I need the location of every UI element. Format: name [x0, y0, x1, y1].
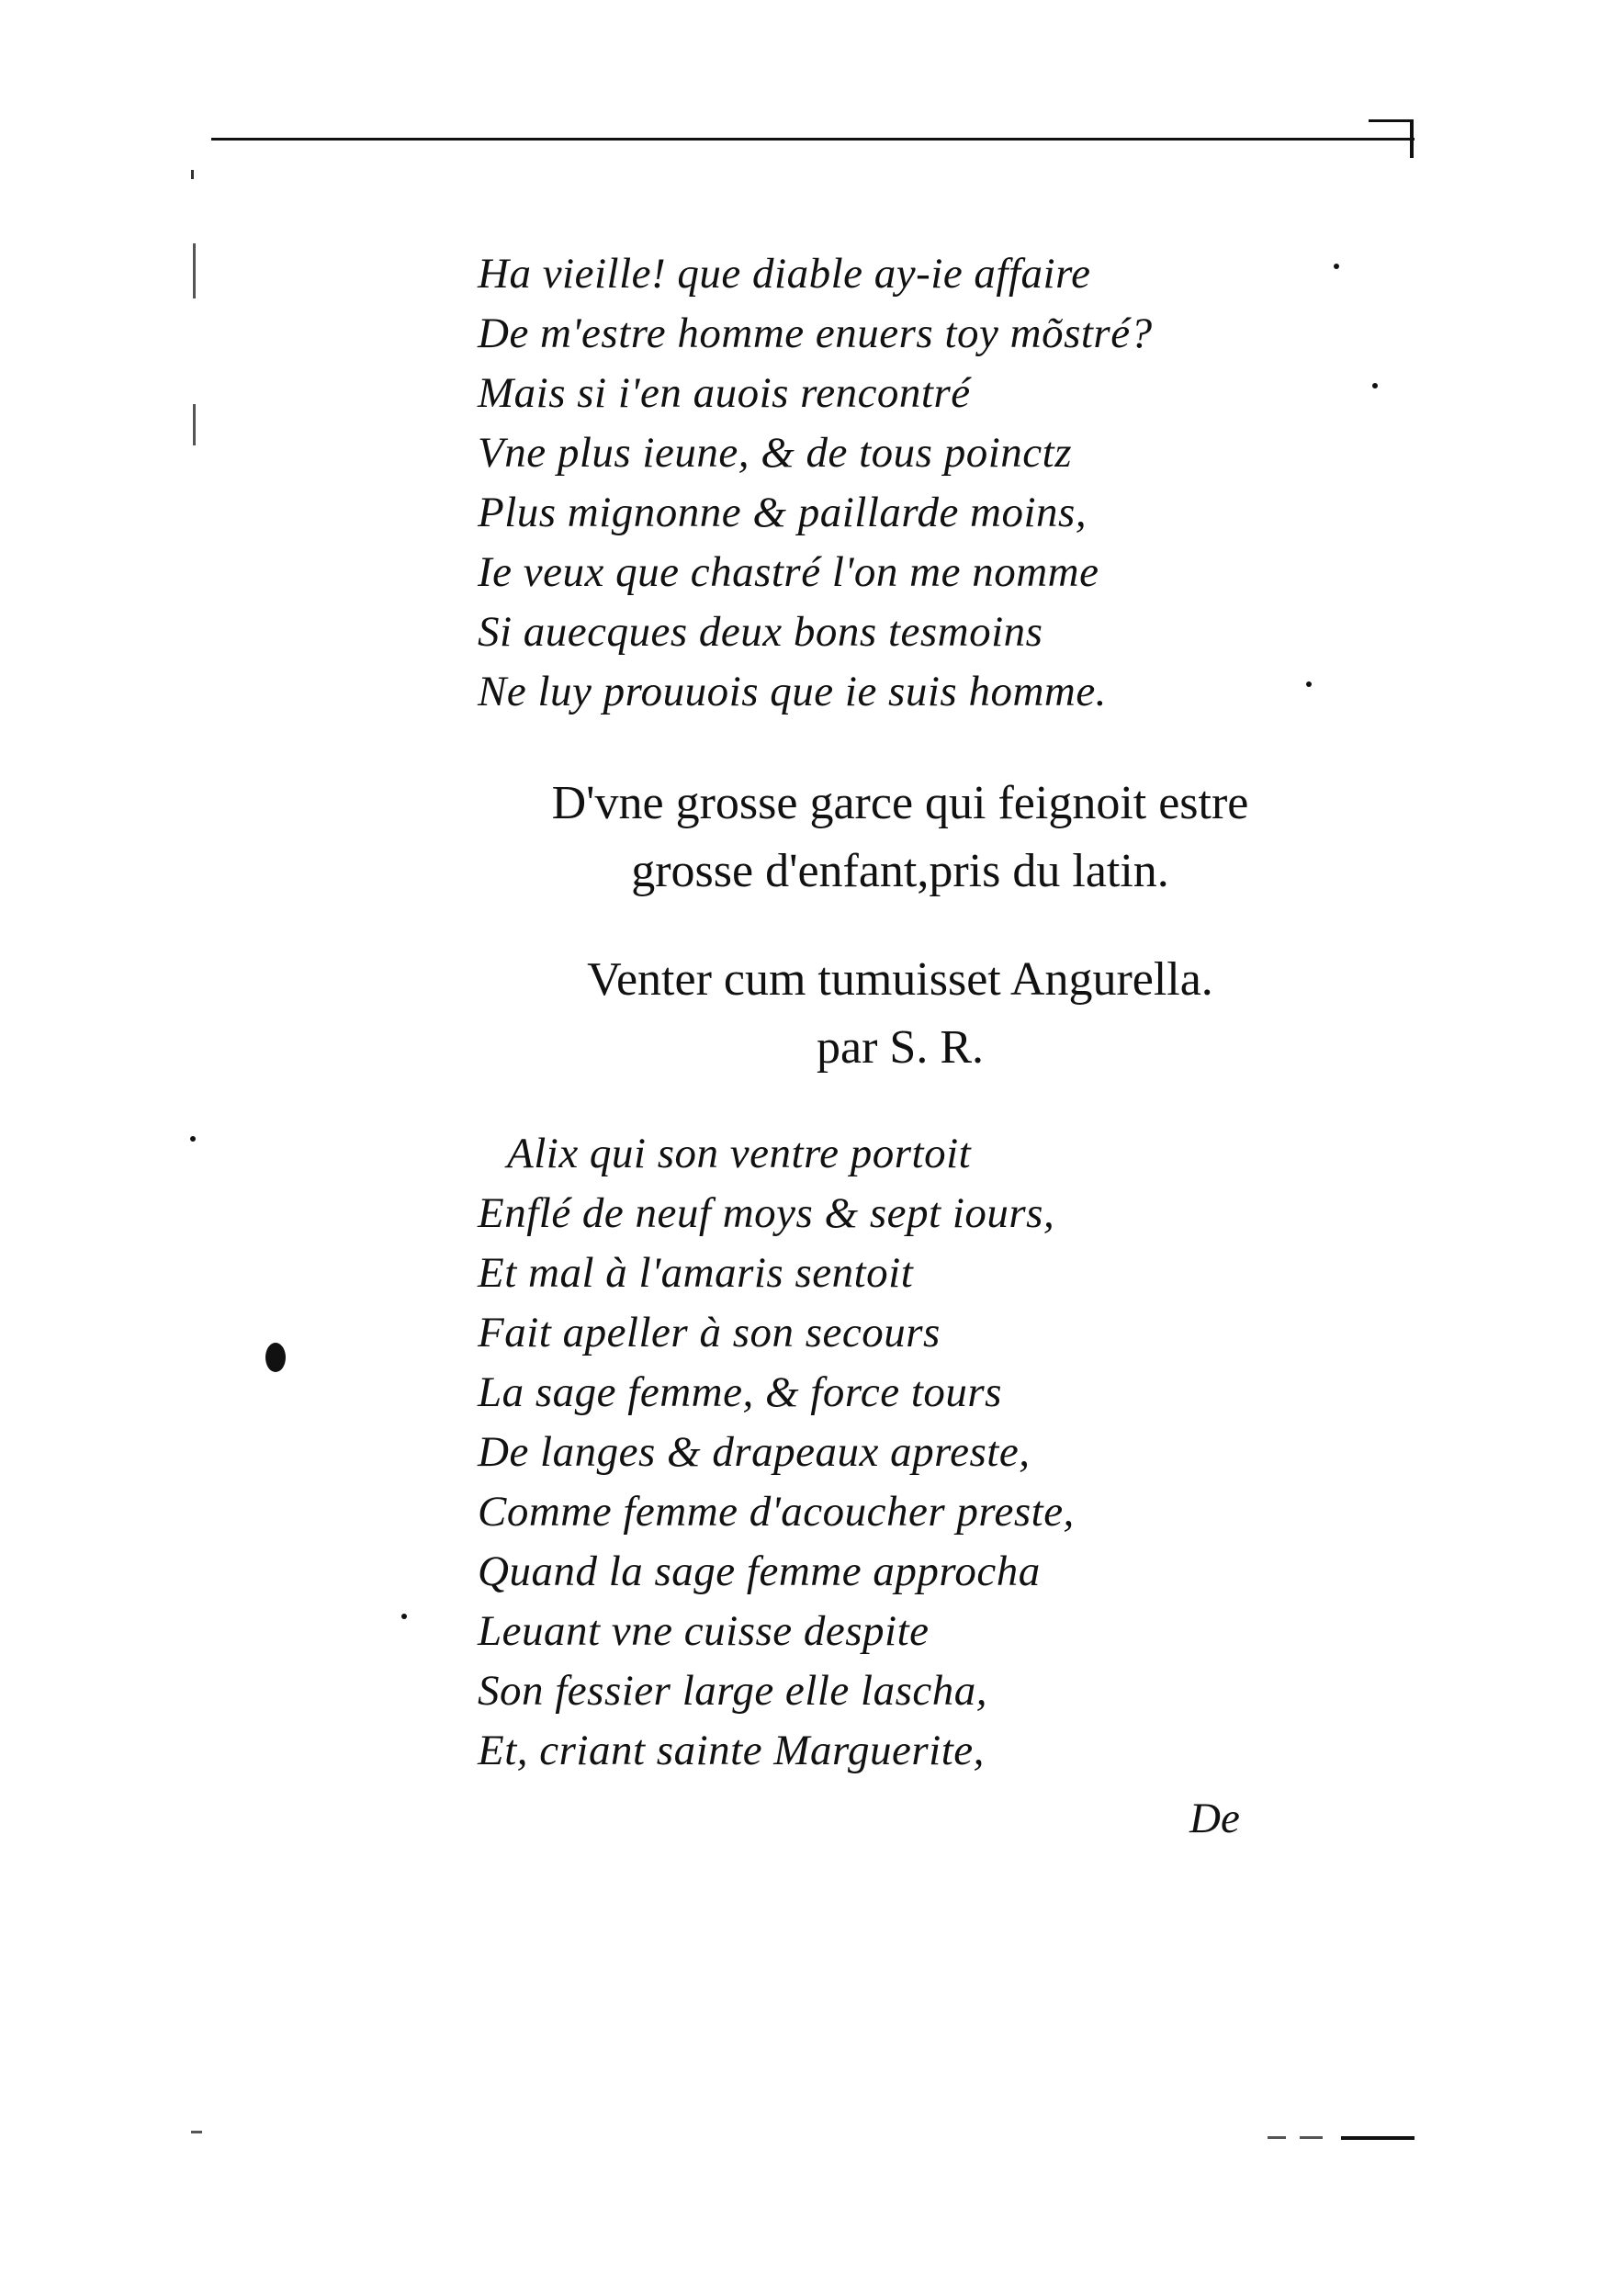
speck: [190, 1136, 196, 1142]
verse-line: Ie veux que chastré l'on me nomme: [478, 548, 1099, 596]
verse-line: De langes & drapeaux apreste,: [478, 1428, 1031, 1476]
verse-line: Ha vieille! que diable ay-ie affaire: [478, 250, 1091, 298]
ink-blot: [265, 1343, 286, 1372]
speck: [1334, 264, 1339, 269]
verse-line: Et mal à l'amaris sentoit: [478, 1249, 914, 1297]
margin-mark: [191, 2131, 202, 2133]
verse-line: Ne luy prouuois que ie suis homme.: [478, 668, 1107, 715]
speck: [401, 1614, 407, 1619]
catchword: De: [1189, 1795, 1240, 1842]
verse-line: La sage femme, & force tours: [478, 1368, 1002, 1416]
verse-line: Comme femme d'acoucher preste,: [478, 1488, 1075, 1536]
verse-line: Vne plus ieune, & de tous poinctz: [478, 429, 1072, 477]
verse-line: Quand la sage femme approcha: [478, 1548, 1041, 1595]
verse-line: Enflé de neuf moys & sept iours,: [478, 1189, 1055, 1237]
speck: [1372, 383, 1378, 388]
poem-title-line: grosse d'enfant,pris du latin.: [631, 845, 1169, 897]
margin-mark: [1300, 2136, 1323, 2139]
poem-source: [441, 946, 1359, 1082]
epigram-verse: [478, 244, 1153, 722]
verse-line: Mais si i'en auois rencontré: [478, 369, 971, 417]
poem-title: [441, 770, 1359, 906]
verse-line: Et, criant sainte Marguerite,: [478, 1727, 985, 1774]
translator-credit: par S. R.: [817, 1021, 984, 1074]
latin-source-line: Venter cum tumuisset Angurella.: [587, 953, 1213, 1006]
margin-mark: [191, 170, 194, 179]
margin-mark: [193, 404, 196, 445]
verse-line: Alix qui son ventre portoit: [507, 1130, 972, 1177]
verse-line: De m'estre homme enuers toy mõstré?: [478, 310, 1153, 357]
poem-verse: [478, 1124, 1075, 1781]
verse-line: Fait apeller à son secours: [478, 1309, 941, 1356]
speck: [1306, 681, 1312, 687]
margin-mark: [1268, 2136, 1286, 2139]
poem-title-line: D'vne grosse garce qui feignoit estre: [551, 777, 1249, 829]
verse-line: Si auecques deux bons tesmoins: [478, 608, 1043, 656]
margin-mark: [193, 243, 196, 298]
verse-line: Son fessier large elle lascha,: [478, 1667, 987, 1715]
verse-line: Plus mignonne & paillarde moins,: [478, 489, 1088, 536]
verse-line: Leuant vne cuisse despite: [478, 1607, 930, 1655]
